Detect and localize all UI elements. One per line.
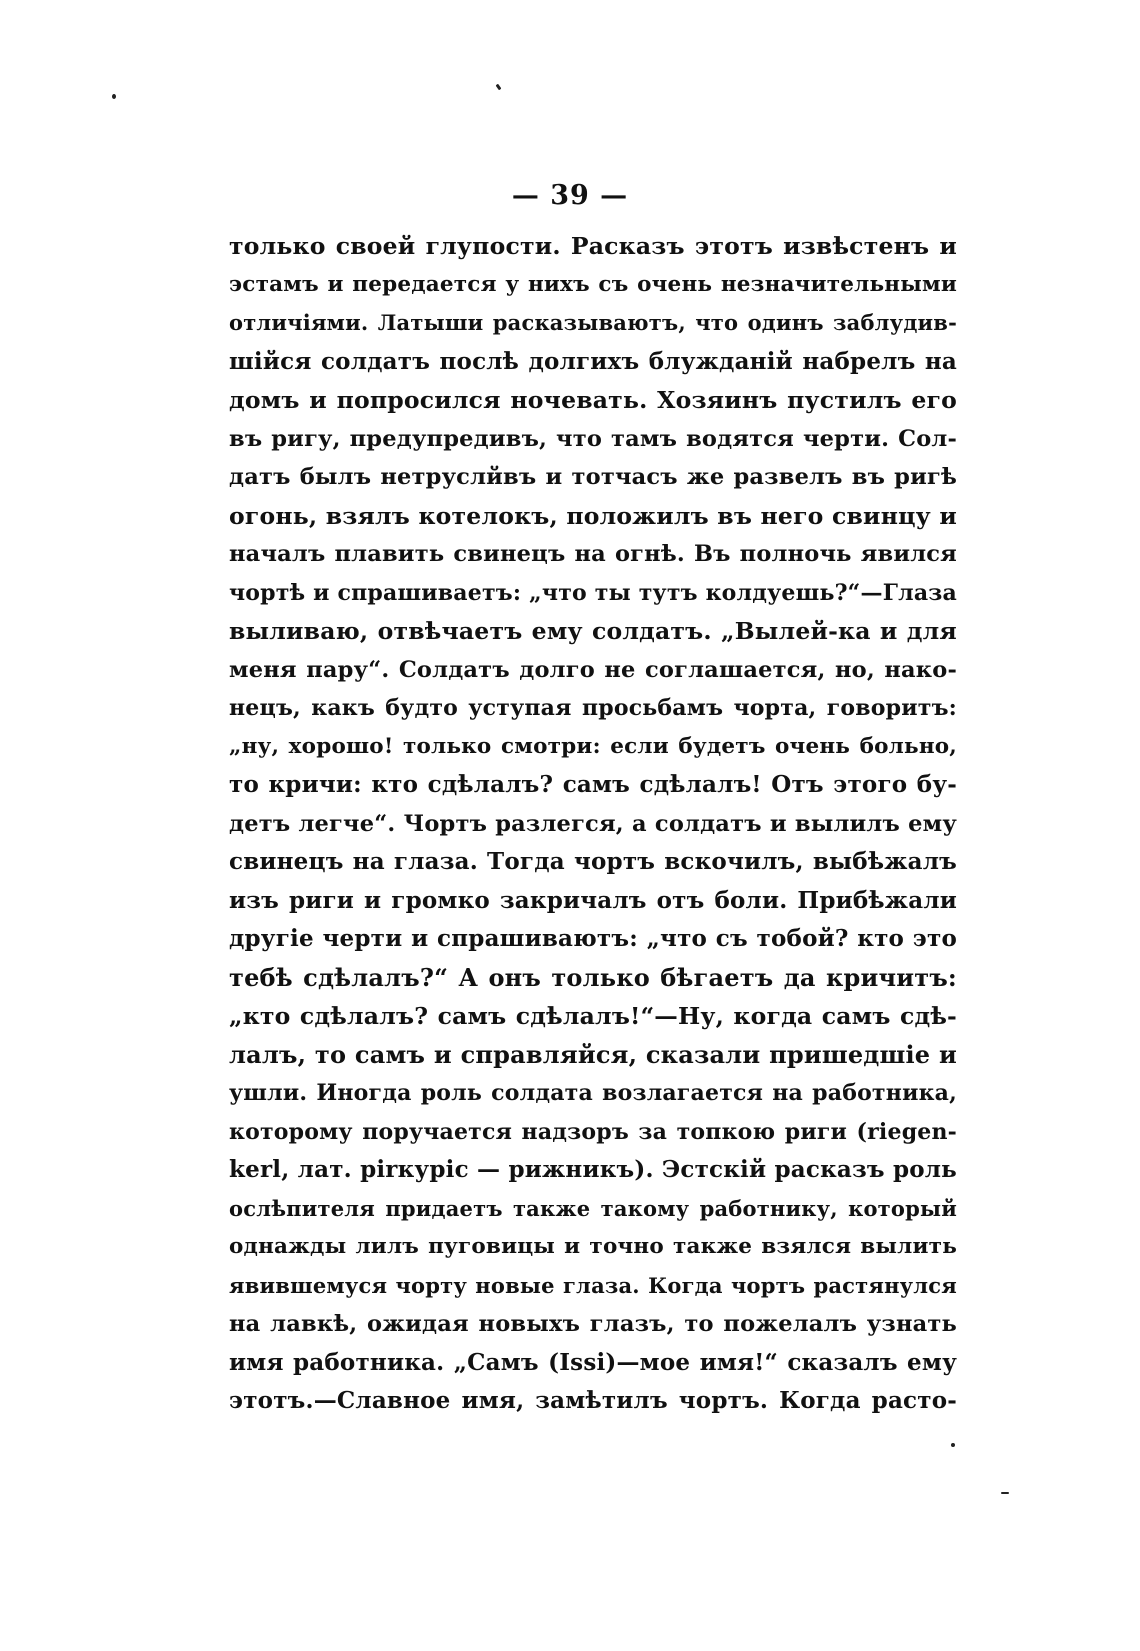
scan-speck-bottom-right — [951, 1443, 955, 1447]
text-line: ушли. Иногда роль солдата возлагается на работника, — [229, 1080, 957, 1106]
body-text — [229, 227, 957, 1421]
text-line: явившемуся чорту новые глаза. Когда чортъ растянулся — [229, 1272, 957, 1298]
text-line: изъ риги и громко закричалъ отъ боли. Прибѣжали — [229, 886, 957, 914]
text-line: которому поручается надзоръ за топкою риги (riegen- — [229, 1118, 957, 1145]
text-line: домъ и попросился ночевать. Хозяинъ пустилъ его — [229, 386, 957, 414]
scan-speck-top-left — [112, 94, 116, 99]
text-line: отличіями. Латыши расказываютъ, что одинъ заблудив- — [229, 310, 957, 335]
text-line: „ну, хорошо! только смотри: если будетъ очень больно, — [229, 733, 957, 759]
text-line: шійся солдатъ послѣ долгихъ блужданій набрелъ на — [229, 347, 957, 375]
scan-speck-bottom-right-2 — [1001, 1492, 1009, 1494]
text-line: лалъ, то самъ и справляйся, сказали пришедшіе и — [229, 1039, 957, 1069]
text-line: датъ былъ нетруслйвъ и тотчасъ же развелъ въ ригѣ — [229, 464, 957, 490]
text-line: нецъ, какъ будто уступая просьбамъ чорта, говоритъ: — [229, 695, 957, 721]
text-line: другіе черти и спрашиваютъ: „что съ тобой? кто это — [229, 925, 957, 952]
text-line: началъ плавить свинецъ на огнѣ. Въ полночь явился — [229, 541, 957, 567]
text-line: детъ легче“. Чортъ разлегся, а солдатъ и вылилъ ему — [229, 810, 957, 837]
page-number: — 39 — — [511, 180, 629, 211]
text-line: „кто сдѣлалъ? самъ сдѣлалъ!“—Ну, когда самъ сдѣ- — [229, 1002, 957, 1030]
text-line: то кричи: кто сдѣлалъ? самъ сдѣлалъ! Отъ этого бу- — [229, 771, 957, 798]
text-line: kerl, лат. ріrкуріс — рижникъ). Эстскій расказъ роль — [229, 1156, 957, 1183]
text-line: эстамъ и передается у нихъ съ очень незначительными — [229, 271, 957, 297]
text-line: имя работника. „Самъ (Issi)—мое имя!“ сказалъ ему — [229, 1348, 957, 1376]
text-line: на лавкѣ, ожидая новыхъ глазъ, то пожелалъ узнать — [229, 1311, 957, 1337]
text-line: ослѣпителя придаетъ также такому работнику, который — [229, 1195, 957, 1221]
scan-speck-top-center — [496, 84, 502, 91]
text-line: чортѣ и спрашиваетъ: „что ты тутъ колдуешь?“—Глаза — [229, 579, 957, 606]
text-line: тебѣ сдѣлалъ?“ А онъ только бѣгаетъ да кричитъ: — [229, 962, 957, 992]
text-line: меня пару“. Солдатъ долго не соглашается, но, нако- — [229, 656, 957, 683]
text-line: свинецъ на глаза. Тогда чортъ вскочилъ, выбѣжалъ — [229, 848, 957, 875]
text-line: огонь, взялъ котелокъ, положилъ въ него свинцу и — [229, 501, 957, 530]
text-line: однажды лилъ пуговицы и точно также взялся вылить — [229, 1234, 957, 1259]
text-line: этотъ.—Славное имя, замѣтилъ чортъ. Когда расто- — [229, 1387, 957, 1414]
text-line: въ ригу, предупредивъ, что тамъ водятся черти. Сол- — [229, 425, 957, 452]
text-line: выливаю, отвѣчаетъ ему солдатъ. „Вылей-ка и для — [229, 617, 957, 645]
text-line: только своей глупости. Расказъ этотъ извѣстенъ и — [229, 232, 957, 260]
